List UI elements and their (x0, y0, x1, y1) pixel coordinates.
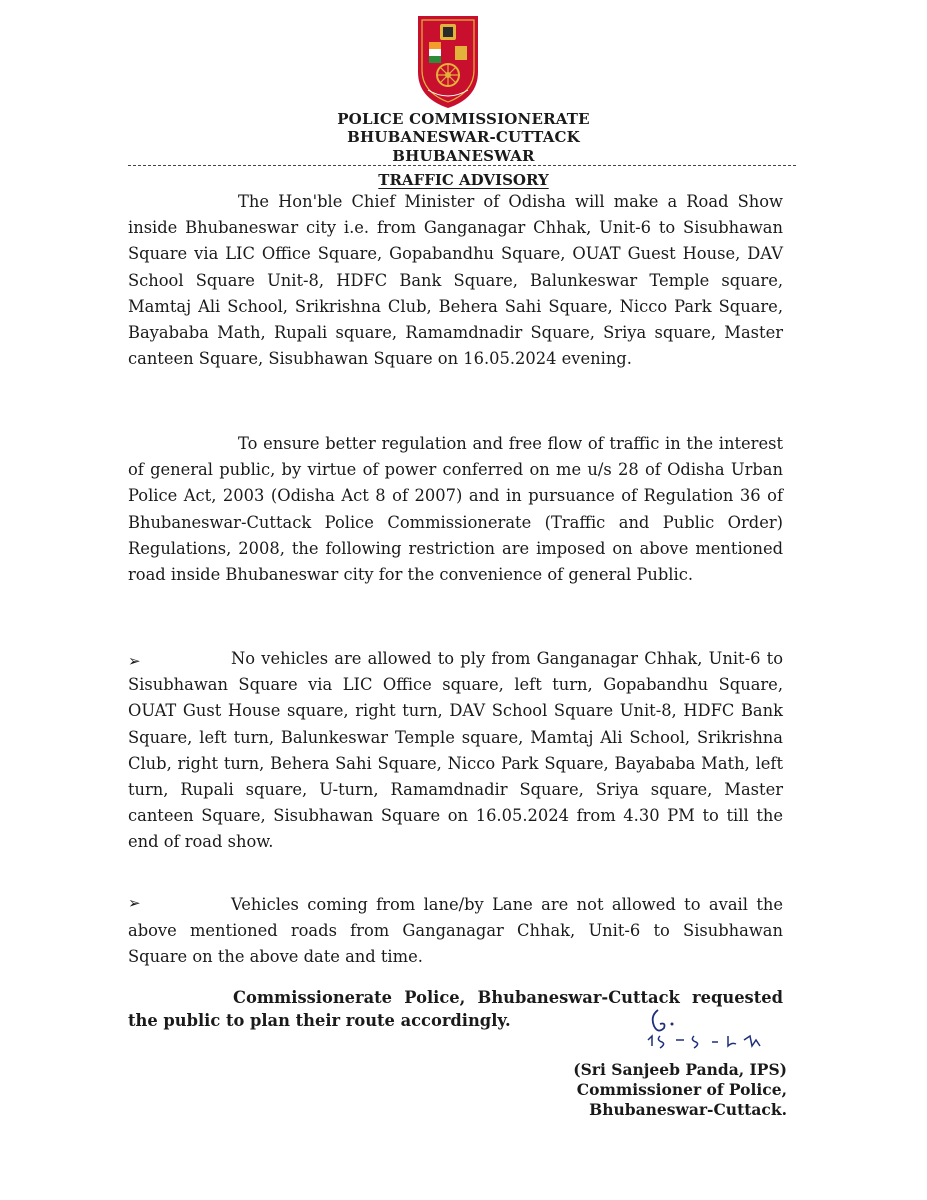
handwritten-signature (620, 1006, 800, 1066)
bullet-arrow-icon: ➢ (128, 652, 141, 670)
header-line-1: POLICE COMMISSIONERATE (337, 110, 590, 128)
paragraph-intro: The Hon'ble Chief Minister of Odisha will make a Road Show inside Bhubaneswar city i.e. from Ganganagar Chhak, Unit-6 to Sisubhawan Square via LIC Office Square, Gopabandhu Square, OUAT Guest House, DAV School Square Unit-8, HDFC Bank Square, Balunkeswar Temple square, Mamtaj Ali School, Srikrishna Club, Behera Sahi Square, Nicco Park Square, Bayababa Math, Rupali square, Ramamdnadir Square, Sriya square, Master canteen Square, Sisubhawan Square on 16.05.2024 evening. (128, 192, 783, 369)
closing-statement: Commissionerate Police, Bhubaneswar-Cuttack requested the public to plan their route accordingly. (128, 988, 783, 1030)
header-line-3: BHUBANESWAR (392, 147, 535, 165)
document-title: TRAFFIC ADVISORY (378, 171, 549, 189)
bullet-arrow-icon: ➢ (128, 894, 141, 912)
police-emblem-logo (410, 12, 486, 110)
paragraph-regulation: To ensure better regulation and free flow of traffic in the interest of general public, by virtue of power conferred on me u/s 28 of Odisha Urban Police Act, 2003 (Odisha Act 8 of 2007) and in pursuance of Regulation 36 of Bhubaneswar-Cuttack Police Commissionerate (Traffic and Public Order) Regulations, 2008, the following restriction are imposed on above mentioned road inside Bhubaneswar city for the convenience of general Public. (128, 434, 783, 585)
signatory-office: Bhubaneswar-Cuttack. (589, 1100, 787, 1119)
restriction-bullet-1: No vehicles are allowed to ply from Ganganagar Chhak, Unit-6 to Sisubhawan Square via LIC Office square, left turn, Gopabandhu Square, OUAT Gust House square, right turn, DAV School Square Unit-8, HDFC Bank Square, left turn, Balunkeswar Temple square, Mamtaj Ali School, Srikrishna Club, right turn, Behera Sahi Square, Nicco Park Square, Bayababa Math, left turn, Rupali square, U-turn, Ramamdnadir Square, Sriya square, Master canteen Square, Sisubhawan Square on 16.05.2024 from 4.30 PM to till the end of road show. (128, 649, 783, 852)
signatory-designation: Commissioner of Police, (576, 1080, 787, 1099)
restriction-bullet-2: Vehicles coming from lane/by Lane are not allowed to avail the above mentioned roads from Ganganagar Chhak, Unit-6 to Sisubhawan Square on the above date and time. (128, 895, 783, 967)
signatory-name: (Sri Sanjeeb Panda, IPS) (573, 1060, 787, 1079)
header-divider (128, 165, 796, 166)
header-line-2: BHUBANESWAR-CUTTACK (347, 128, 580, 146)
